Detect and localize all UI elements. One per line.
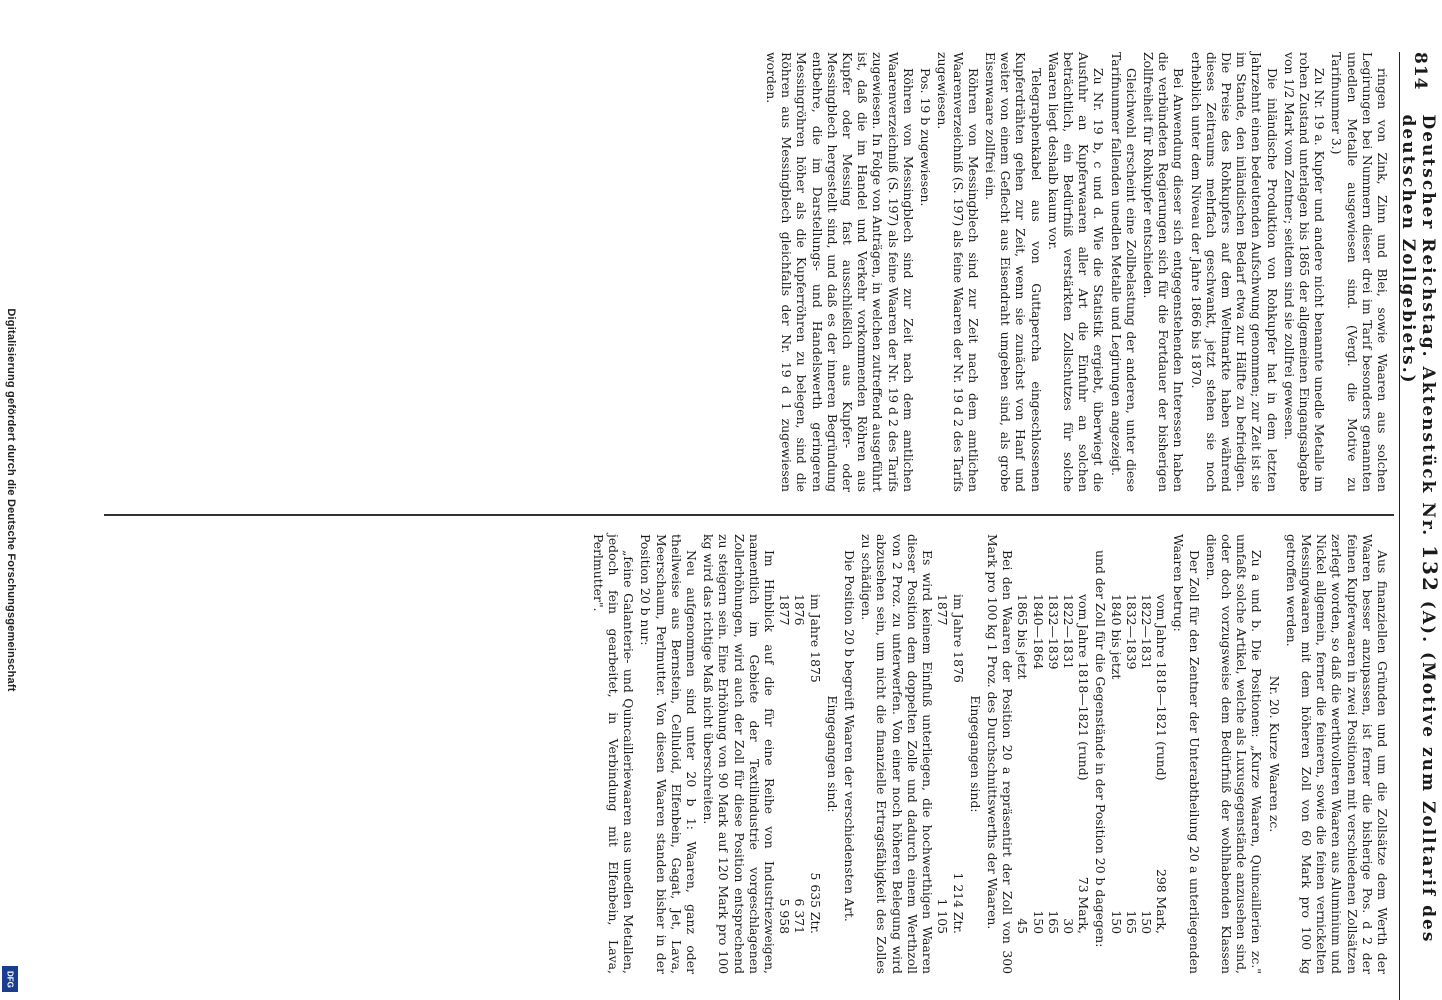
table-cell-rate: 45 bbox=[1015, 918, 1031, 934]
table-cell-period: vom Jahre 1818—1821 (rund) bbox=[1076, 594, 1092, 781]
table-cell-rate: 165 bbox=[1123, 910, 1139, 934]
table-cell-rate: 30 bbox=[1060, 918, 1076, 934]
table-row bbox=[807, 534, 822, 974]
table-cell-rate: 165 bbox=[1045, 910, 1061, 934]
right-column bbox=[110, 534, 1390, 974]
table-cell-year: 1877 bbox=[935, 594, 951, 626]
table-cell-period: 1840—1864 bbox=[1030, 594, 1046, 670]
paragraph: Gleichwohl erscheint eine Zollbelastung der anderen, unter diese Tarifnummer fallenden unedlen Metalle und Legirungen angezeigt. bbox=[1108, 52, 1139, 492]
column-divider bbox=[104, 514, 1394, 516]
table-row bbox=[792, 534, 807, 974]
table-cell-rate: 150 bbox=[1138, 910, 1154, 934]
table-cell-year: im Jahre 1876 bbox=[950, 594, 966, 683]
running-title bbox=[1398, 115, 1442, 1000]
table-cell-period: 1822—1831 bbox=[1060, 594, 1076, 670]
imports-table-a bbox=[935, 534, 965, 974]
paragraph: Neu aufgenommen sind unter 20 b 1: Waaren, ganz oder theilweise aus Bernstein, Celluloid, Elfenbein, Gagat, Jet, Lava, Meerschaum, Perlmutter. Von diesen Waaren standen bisher in der Position 20 b nur: bbox=[638, 534, 700, 974]
paragraph: Pos. 19 b zugewiesen. bbox=[918, 68, 934, 207]
paragraph: Röhren von Messingblech sind zur Zeit nach dem amtlichen Waarenverzeichniß (S. 197) als feine Waaren der Nr. 19 d 2 des Tarifs zugewiesen. bbox=[935, 52, 981, 492]
table-row bbox=[950, 534, 965, 974]
tariff-table-a bbox=[1108, 534, 1169, 974]
paragraph: Bei Anwendung dieser sich entgegenstehenden Interessen haben die verbündeten Regierungen sich für die Fortdauer der bisherigen Zollfreiheit für Rohkupfer entschieden. bbox=[1140, 52, 1187, 492]
table-cell-rate: 150 bbox=[1108, 910, 1124, 934]
paragraph: Es wird keinem Einfluß unterliegen, die hochwerthigen Waaren dieser Position dem doppelten Zolle und dadurch einem Werthzoll von 2 Proz. zu unterwerfen. Von einer noch höheren Belegung wird abzusehen sein, um nicht die finanzielle Ertragsfähigkeit des Zolles zu schädigen. bbox=[859, 534, 936, 974]
running-title-suffix: (A). (Motive zum Zolltarif des deutschen Zollgebiets.) bbox=[1398, 114, 1438, 944]
paragraph: Im Hinblick auf die für eine Reihe von Industriezweigen, namentlich im Gebiete der Textilindustrie vorgeschlagenen Zollerhöhungen, wird auch der Zoll für diese Position entsprechend zu steigern sein. Eine Erhöhung von 90 Mark auf 120 Mark pro 100 kg wird das richtige Maß nicht überschreiten. bbox=[701, 534, 778, 974]
paragraph: Zu a und b. Die Positionen: „Kurze Waaren, Quincaillerien zc." umfaßt solche Artikel, welche als Luxusgegenstände anzusehen sind, oder doch vorzugsweise dem Bedürfniß der wohlhabenden Klassen dienen. bbox=[1203, 534, 1265, 974]
imports-table-b bbox=[777, 534, 823, 974]
table-cell-rate: 150 bbox=[1030, 910, 1046, 934]
table-cell-amount: 5 958 bbox=[777, 898, 793, 934]
table-cell-period: vom Jahre 1818—1821 (rund) bbox=[1154, 594, 1170, 781]
paragraph: Röhren von Messingblech sind zur Zeit nach dem amtlichen Waarenverzeichniß (S. 197) als feine Waaren der Nr. 19 d 2 des Tarifs zugewiesen. In Folge von Anträgen, in welchen zutreffend ausgeführt ist, daß die im Handel und Verkehr vorkommenden Röhren aus Kupfer oder Messing fast ausschließlich aus Kupfer- oder Messingblech hergestellt sind, und daß es der inneren Begründung entbehre, die im Darstellungs- und Handelswerth geringeren Messingröhren höher als die Kupferröhren zu belegen, sind die Röhren aus Messingblech gleichfalls der Nr. 19 d 1 zugewiesen worden. bbox=[764, 52, 916, 492]
table-row bbox=[777, 534, 792, 974]
rotated-page-content bbox=[100, 52, 1440, 1000]
table-cell-amount: 6 371 bbox=[792, 898, 808, 934]
page-header bbox=[1399, 52, 1440, 1000]
table-cell-period: 1840 bis jetzt bbox=[1108, 594, 1124, 680]
tariff-table-b bbox=[1015, 534, 1091, 974]
table-row bbox=[1108, 534, 1123, 974]
paragraph: Zu Nr. 19 b, c und d. Wie die Statistik ergiebt, überwiegt die Ausfuhr an Kupferwaaren aller Art die Einfuhr an solchen beträchtlich, ein Bedürfniß verstärkten Zollschutzes für solche Waaren liegt deshalb kaum vor. bbox=[1045, 52, 1107, 492]
table-row bbox=[1076, 534, 1091, 974]
paragraph: Eingegangen sind: bbox=[824, 695, 840, 813]
paragraph: und der Zoll für die Gegenstände in der Position 20 b dagegen: bbox=[1093, 550, 1109, 948]
table-row bbox=[1154, 534, 1169, 974]
paragraph: Die Position 20 b begreift Waaren der verschiedensten Art. bbox=[842, 550, 858, 922]
table-row bbox=[1139, 534, 1154, 974]
paragraph: Zu Nr. 19 a. Kupfer und andere nicht benannte unedle Metalle im rohen Zustand unterlagen bis 1865 der allgemeinen Eingangsabgabe von 1/2 Mark vom Zentner; seitdem sind sie zollfrei gewesen. bbox=[1281, 52, 1328, 492]
digitization-sidebar bbox=[0, 0, 22, 1000]
table-row bbox=[1015, 534, 1030, 974]
left-column bbox=[110, 52, 1390, 492]
table-cell-period: 1865 bis jetzt bbox=[1015, 594, 1031, 680]
paragraph: Bei den Waaren der Position 20 a repräsentirt der Zoll von 300 Mark pro 100 kg 1 Proz. des Durchschnittswerths der Waaren. bbox=[984, 534, 1016, 974]
dfg-logo-icon: DFG bbox=[2, 966, 18, 992]
table-cell-rate: 73 Mark, bbox=[1076, 876, 1092, 934]
table-row bbox=[1030, 534, 1045, 974]
scanned-page bbox=[100, 52, 1440, 1000]
paragraph: „feine Galanterie- und Quincailleriewaaren aus unedlen Metallen, jedoch fein gearbeitet, in Verbindung mit Elfenbein, Lava, Perlmutter". bbox=[590, 534, 637, 974]
paragraph: Die inländische Produktion von Rohkupfer hat in dem letzten Jahrzehnt einen bedeutenden Aufschwung genommen; zur Zeit ist sie im Stande, den inländischen Bedarf etwa zur Hälfte zu befriedigen. Die Preise des Rohkupfers auf dem Weltmarkte haben während dieses Zeitraums mehrfach geschwankt, jetzt stehen sie noch erheblich unter dem Niveau der Jahre 1866 bis 1870. bbox=[1188, 52, 1280, 492]
paragraph: Telegraphenkabel aus von Guttapercha eingeschlossenen Kupferdrähten gehen zur Zeit, wenn sie zunächst von Hanf und weiter von einem Geflecht aus Eisendraht umgeben sind, als grobe Eisenwaare zollfrei ein. bbox=[982, 52, 1044, 492]
paragraph: Der Zoll für den Zentner der Unterabtheilung 20 a unterliegenden Waaren betrug: bbox=[1171, 534, 1202, 974]
table-cell-year: im Jahre 1875 bbox=[807, 594, 823, 683]
table-cell-period: 1832—1839 bbox=[1045, 594, 1061, 670]
page-number: 814 bbox=[1410, 52, 1430, 91]
table-cell-rate: 298 Mark, bbox=[1154, 868, 1170, 934]
section-heading: Nr. 20. Kurze Waaren zc. bbox=[1266, 675, 1282, 833]
table-cell-amount: 1 214 Ztr. bbox=[950, 872, 966, 934]
document-number: 132 bbox=[1418, 545, 1442, 593]
paragraph: Aus finanziellen Gründen und um die Zollsätze dem Werth der Waaren besser anzupassen, ist ferner die bisherige Pos. d 2 der feinen Kupferwaaren in zwei Positionen mit verschiedenen Zollsätzen zerlegt worden, so daß die werthvolleren Waaren aus Aluminium und Nickel allgemein, ferner die feineren, sowie die feinen vernickelten Messingwaaren mit dem höheren Zoll von 60 Mark pro 100 kg getroffen werden. bbox=[1283, 534, 1390, 974]
table-row bbox=[1124, 534, 1139, 974]
table-cell-period: 1832—1839 bbox=[1123, 594, 1139, 670]
digitization-notice: Digitalisierung gefördert durch die Deutsche Forschungsgemeinschaft bbox=[5, 308, 17, 692]
table-row bbox=[1046, 534, 1061, 974]
table-cell-amount: 5 635 Ztr. bbox=[807, 872, 823, 934]
table-row bbox=[935, 534, 950, 974]
table-cell-year: 1877 bbox=[777, 594, 793, 626]
table-cell-period: 1822—1831 bbox=[1138, 594, 1154, 670]
paragraph: Eingegangen sind: bbox=[967, 695, 983, 813]
paragraph: ringen von Zink, Zinn und Blei, sowie Waaren aus solchen Legirungen bei Nummern dieser drei im Tarif besonders genannten unedlen Metalle ausgewiesen sind. (Vergl. die Motive zu Tarifnummer 3.) bbox=[1329, 52, 1390, 492]
running-title-text: Deutscher Reichstag. Aktenstück Nr. bbox=[1418, 114, 1438, 546]
table-cell-amount: 1 105 bbox=[935, 898, 951, 934]
table-cell-year: 1876 bbox=[792, 594, 808, 626]
table-row bbox=[1061, 534, 1076, 974]
